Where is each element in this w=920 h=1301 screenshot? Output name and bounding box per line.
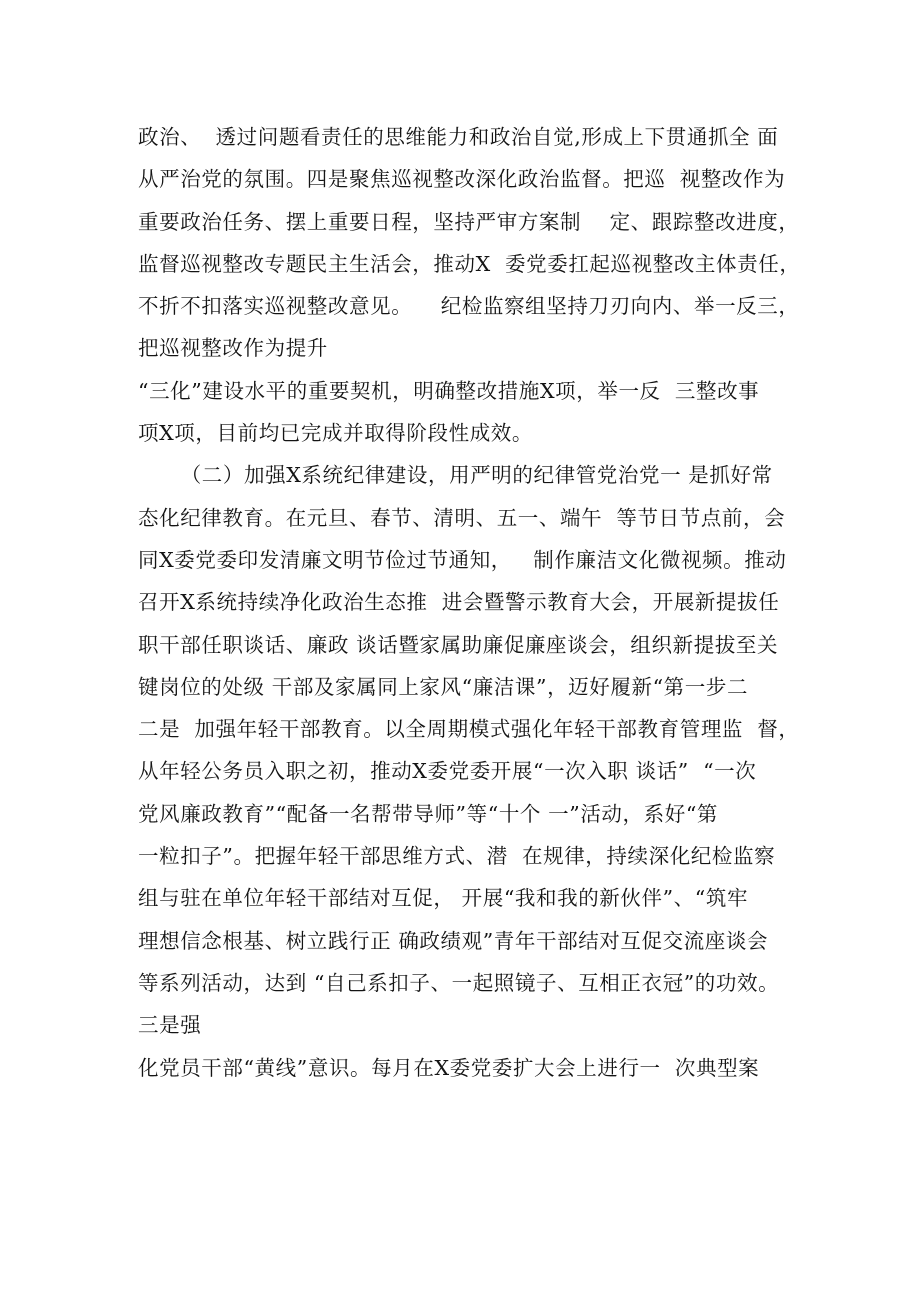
text-line: 把巡视整改作为提升 (138, 336, 328, 361)
text-line: 组与驻在单位年轻干部结对互促， 开展“我和我的新伙伴”、“筑牢 (138, 886, 749, 911)
text-line: 等系列活动，达到 “自己系扣子、一起照镜子、互相正衣冠”的功效。 (138, 970, 780, 995)
text-line: 项X项，目前均已完成并取得阶段性成效。 (138, 421, 533, 446)
text-line: 政治、 透过问题看责任的思维能力和政治自觉,形成上下贯通抓全 面 (138, 125, 779, 149)
text-line: 不折不扣落实巡视整改意见。 纪检监察组坚持刀刃向内、举一反三， (138, 294, 800, 319)
text-line: 监督巡视整改专题民主生活会，推动X 委党委扛起巡视整改主体责任， (138, 251, 801, 276)
text-line: 理想信念根基、树立践行正 确政绩观”青年干部结对互促交流座谈会 (138, 928, 769, 953)
document-body (138, 116, 801, 1089)
text-line: 职干部任职谈话、廉政 谈话暨家属助廉促廉座谈会，组织新提拔至关 (138, 632, 779, 657)
section-heading-line: （二）加强X系统纪律建设，用严明的纪律管党治党一 是抓好常 (138, 463, 773, 488)
text-line: 从年轻公务员入职之初，推动X委党委开展“一次入职 谈话” “一次 (138, 759, 757, 784)
text-line: 态化纪律教育。在元旦、春节、清明、五一、端午 等节日节点前，会 (138, 505, 786, 530)
text-line: 键岗位的处级 干部及家属同上家风“廉洁课”，迈好履新“第一步二 (138, 674, 749, 699)
text-line: “三化”建设水平的重要契机，明确整改措施X项，举一反 三整改事 (138, 378, 760, 403)
text-line: 同X委党委印发清廉文明节俭过节通知， 制作廉洁文化微视频。推动 (138, 547, 787, 572)
text-line: 二是 加强年轻干部教育。以全周期模式强化年轻干部教育管理监 督， (138, 717, 800, 742)
text-line: 召开X系统持续净化政治生态推 进会暨警示教育大会，开展新提拔任 (138, 590, 780, 615)
text-line: 重要政治任务、摆上重要日程，坚持严审方案制 定、跟踪整改进度， (138, 209, 800, 234)
text-line: 化党员干部“黄线”意识。每月在X委党委扩大会上进行一 次典型案 (138, 1055, 760, 1080)
text-line: 党风廉政教育”“配备一名帮带导师”等“十个 一”活动，系好“第 (138, 801, 718, 826)
text-line: 从严治党的氛围。四是聚焦巡视整改深化政治监督。把巡 视整改作为 (138, 167, 786, 192)
text-line: 三是强 (138, 1013, 202, 1038)
text-line: 一粒扣子”。把握年轻干部思维方式、潜 在规律，持续深化纪检监察 (138, 844, 776, 869)
